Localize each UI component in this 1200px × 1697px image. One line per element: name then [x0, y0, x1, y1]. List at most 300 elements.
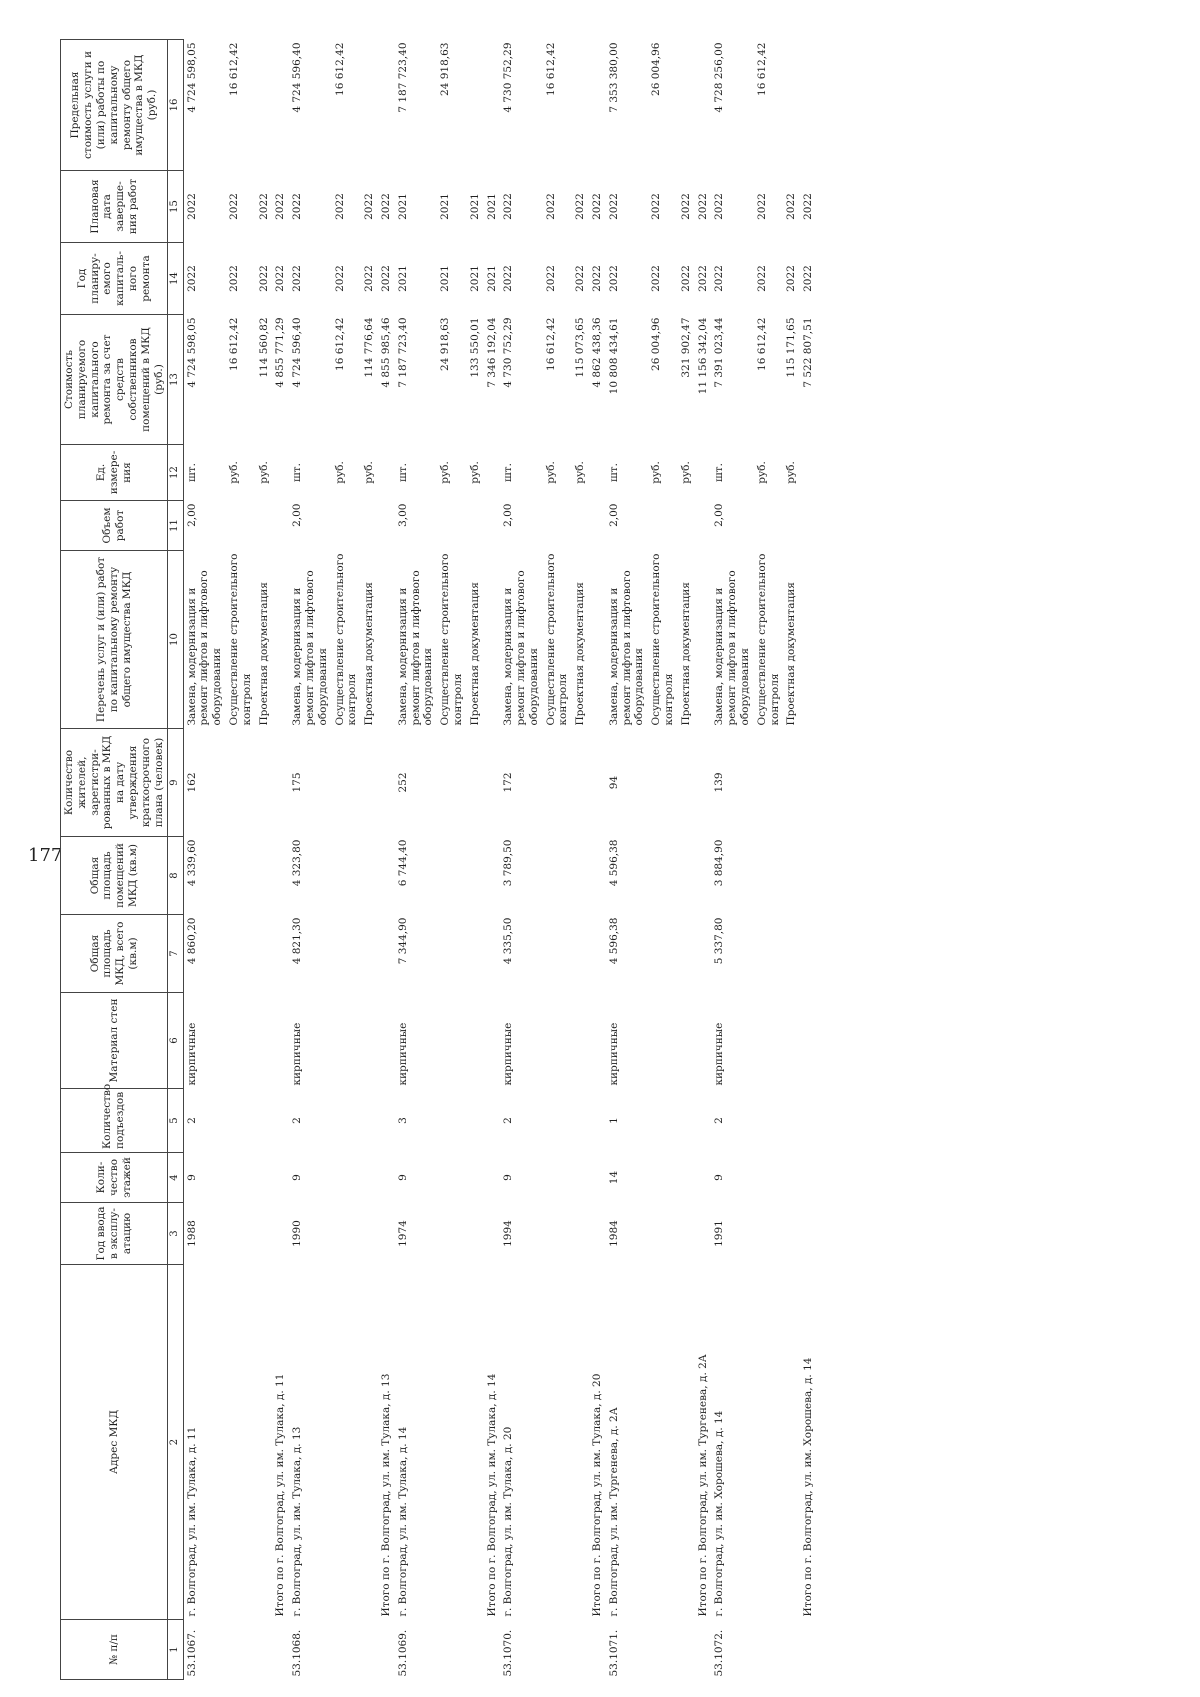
row-number [783, 1620, 800, 1680]
cost-cell: 16 612,42 [544, 317, 557, 371]
address-cell [467, 1265, 484, 1620]
repair-year-cell: 2022 [544, 265, 557, 292]
residents-cell [484, 729, 501, 837]
unit-cell: руб. [227, 461, 240, 484]
max-cost-cell [695, 40, 712, 171]
max-cost-cell: 4 728 256,00 [713, 42, 726, 113]
year-built-cell [543, 1203, 573, 1265]
cost-cell: 11 156 342,04 [696, 317, 709, 395]
cost-cell: 115 073,65 [574, 317, 587, 378]
year-built-cell [648, 1203, 678, 1265]
year-built-cell [484, 1203, 501, 1265]
year-built-cell: 1994 [502, 1220, 515, 1247]
completion-date-cell: 2022 [802, 193, 815, 220]
address-cell [437, 1265, 467, 1620]
year-built-cell: 1984 [607, 1220, 620, 1247]
work-volume-cell [467, 501, 484, 551]
work-volume-cell: 2,00 [502, 503, 515, 527]
floors-cell [467, 1153, 484, 1203]
year-built-cell [572, 1203, 589, 1265]
entrances-cell [467, 1089, 484, 1153]
total-area-cell [648, 915, 678, 993]
work-volume-cell: 2,00 [183, 501, 226, 551]
wall-material-cell [256, 993, 273, 1089]
repair-year-cell: 2021 [468, 265, 481, 292]
premises-area-cell [378, 837, 395, 915]
col-number: 2 [168, 1265, 183, 1620]
max-cost-cell: 24 918,63 [439, 42, 452, 96]
col-number: 3 [168, 1203, 183, 1265]
table-row [467, 40, 484, 1680]
residents-cell [378, 729, 395, 837]
work-volume-cell [332, 501, 362, 551]
repair-year-cell: 2022 [291, 265, 304, 292]
premises-area-cell [361, 837, 378, 915]
residents-cell [437, 729, 467, 837]
work-type-cell [484, 551, 501, 729]
cost-cell: 10 808 434,61 [607, 317, 620, 395]
completion-date-cell: 2022 [333, 193, 346, 220]
wall-material-cell [378, 993, 395, 1089]
floors-cell [800, 1153, 817, 1203]
repair-year-cell: 2022 [227, 265, 240, 292]
floors-cell: 9 [183, 1153, 226, 1203]
total-area-cell [361, 915, 378, 993]
address-cell: г. Волгоград, ул. им. Тургенева, д. 2А [607, 1407, 620, 1617]
row-number [484, 1620, 501, 1680]
premises-area-cell [648, 837, 678, 915]
residents-cell: 94 [607, 775, 620, 790]
repair-year-cell: 2022 [502, 265, 515, 292]
completion-date-cell: 2022 [591, 193, 604, 220]
unit-cell: руб. [468, 461, 481, 484]
address-cell [754, 1265, 784, 1620]
address-cell [783, 1265, 800, 1620]
entrances-cell: 2 [183, 1089, 226, 1153]
unit-cell: руб. [574, 461, 587, 484]
cost-cell: 4 862 438,36 [591, 317, 604, 388]
address-cell [572, 1265, 589, 1620]
work-type-cell: Замена, модернизация и ремонт лифтов и лифтового оборудования [502, 570, 540, 726]
repair-year-cell: 2022 [607, 265, 620, 292]
wall-material-cell [543, 993, 573, 1089]
floors-cell [783, 1153, 800, 1203]
wall-material-cell [800, 993, 817, 1089]
work-volume-cell: 2,00 [713, 503, 726, 527]
work-volume-cell [754, 501, 784, 551]
address-cell: г. Волгоград, ул. им. Тулака, д. 20 [502, 1426, 515, 1617]
repair-year-cell: 2021 [439, 265, 452, 292]
work-volume-cell [678, 501, 695, 551]
completion-date-cell: 2022 [574, 193, 587, 220]
work-volume-cell: 2,00 [291, 503, 304, 527]
cost-cell: 4 730 752,29 [502, 317, 515, 388]
address-cell: Итого по г. Волгоград, ул. им. Тургенева, д. 2А [696, 1354, 709, 1617]
max-cost-cell [256, 40, 273, 171]
row-number: 53.1070. [502, 1629, 515, 1677]
entrances-cell: 2 [502, 1117, 515, 1124]
total-area-cell [378, 915, 395, 993]
address-cell: Итого по г. Волгоград, ул. им. Тулака, д. 13 [379, 1373, 392, 1617]
row-number: 53.1071. [607, 1629, 620, 1677]
residents-cell [361, 729, 378, 837]
capital-repair-table [60, 39, 817, 1680]
year-built-cell: 1991 [713, 1220, 726, 1247]
work-type-cell [800, 551, 817, 729]
repair-year-cell: 2022 [274, 265, 287, 292]
total-area-cell [332, 915, 362, 993]
completion-date-cell: 2021 [439, 193, 452, 220]
row-number [678, 1620, 695, 1680]
cost-cell: 26 004,96 [650, 317, 663, 371]
max-cost-cell [783, 40, 800, 171]
wall-material-cell [572, 993, 589, 1089]
total-area-cell [437, 915, 467, 993]
address-cell: г. Волгоград, ул. им. Тулака, д. 14 [396, 1426, 409, 1617]
residents-cell: 172 [502, 772, 515, 793]
col-number: 7 [168, 915, 183, 993]
entrances-cell [226, 1089, 256, 1153]
year-built-cell: 1988 [183, 1203, 226, 1265]
work-type-cell: Осуществление строительного контроля [333, 553, 359, 726]
floors-cell [437, 1153, 467, 1203]
residents-cell [272, 729, 289, 837]
repair-year-cell: 2022 [785, 265, 798, 292]
max-cost-cell [467, 40, 484, 171]
cost-cell: 114 776,64 [363, 317, 376, 378]
residents-cell [800, 729, 817, 837]
row-number [589, 1620, 606, 1680]
premises-area-cell: 4 596,38 [607, 839, 620, 887]
year-built-cell [678, 1203, 695, 1265]
col-header: Материал стен [61, 993, 168, 1089]
unit-cell: шт. [291, 463, 304, 482]
total-row [800, 40, 817, 1680]
max-cost-cell [484, 40, 501, 171]
premises-area-cell: 3 884,90 [713, 839, 726, 887]
work-type-cell: Осуществление строительного контроля [755, 553, 781, 726]
residents-cell [695, 729, 712, 837]
residents-cell [754, 729, 784, 837]
col-number: 15 [168, 171, 183, 243]
col-number: 10 [168, 551, 183, 729]
premises-area-cell [467, 837, 484, 915]
floors-cell [589, 1153, 606, 1203]
work-volume-cell [378, 501, 395, 551]
work-volume-cell [226, 501, 256, 551]
work-type-cell: Осуществление строительного контроля [439, 553, 464, 726]
entrances-cell [332, 1089, 362, 1153]
address-cell: Итого по г. Волгоград, ул. им. Хорошева, д. 14 [802, 1357, 815, 1617]
work-volume-cell: 2,00 [607, 503, 620, 527]
floors-cell: 9 [291, 1174, 304, 1181]
wall-material-cell: кирпичные [607, 1022, 620, 1086]
entrances-cell [543, 1089, 573, 1153]
max-cost-cell: 7 187 723,40 [396, 42, 409, 113]
unit-cell: руб. [679, 461, 692, 484]
row-number: 53.1069. [396, 1629, 409, 1677]
floors-cell: 9 [502, 1174, 515, 1181]
premises-area-cell [572, 837, 589, 915]
unit-cell: шт. [502, 463, 515, 482]
residents-cell: 175 [291, 772, 304, 793]
completion-date-cell: 2022 [379, 193, 392, 220]
unit-cell [272, 445, 289, 501]
max-cost-cell: 16 612,42 [544, 42, 557, 96]
work-volume-cell [484, 501, 501, 551]
col-number: 14 [168, 243, 183, 315]
col-header: Общая площадь помещений МКД (кв.м) [61, 837, 168, 915]
col-number: 12 [168, 445, 183, 501]
work-type-cell: Осуществление строительного контроля [227, 553, 253, 726]
repair-year-cell: 2022 [257, 265, 270, 292]
wall-material-cell [678, 993, 695, 1089]
completion-date-cell: 2022 [544, 193, 557, 220]
work-type-cell: Проектная документация [785, 582, 798, 726]
work-volume-cell [361, 501, 378, 551]
floors-cell [695, 1153, 712, 1203]
address-cell [678, 1265, 695, 1620]
entrances-cell [572, 1089, 589, 1153]
floors-cell: 14 [607, 1170, 620, 1185]
entrances-cell [695, 1089, 712, 1153]
floors-cell [272, 1153, 289, 1203]
col-number: 9 [168, 729, 183, 837]
wall-material-cell [467, 993, 484, 1089]
row-number [437, 1620, 467, 1680]
cost-cell: 7 391 023,44 [713, 317, 726, 388]
total-area-cell [589, 915, 606, 993]
entrances-cell [256, 1089, 273, 1153]
premises-area-cell [332, 837, 362, 915]
completion-date-cell: 2021 [468, 193, 481, 220]
work-volume-cell [783, 501, 800, 551]
floors-cell: 9 [396, 1174, 409, 1181]
entrances-cell [484, 1089, 501, 1153]
table-row [332, 40, 362, 1680]
total-area-cell [543, 915, 573, 993]
max-cost-cell: 16 612,42 [227, 42, 240, 96]
row-number [361, 1620, 378, 1680]
work-type-cell: Проектная документация [468, 582, 481, 726]
residents-cell [589, 729, 606, 837]
total-area-cell: 4 335,50 [502, 917, 515, 965]
table-row [711, 40, 753, 1680]
col-number: 16 [168, 40, 183, 171]
work-volume-cell [256, 501, 273, 551]
year-built-cell: 1974 [396, 1220, 409, 1247]
table-row [437, 40, 467, 1680]
unit-cell [484, 445, 501, 501]
repair-year-cell: 2022 [574, 265, 587, 292]
col-header: Перечень услуг и (или) работ по капитальному ремонту общего имущества МКД [61, 551, 168, 729]
cost-cell: 114 560,82 [257, 317, 270, 378]
year-built-cell [256, 1203, 273, 1265]
completion-date-cell: 2022 [679, 193, 692, 220]
page-number: 177 [28, 845, 63, 866]
residents-cell [226, 729, 256, 837]
year-built-cell [467, 1203, 484, 1265]
residents-cell [678, 729, 695, 837]
wall-material-cell [332, 993, 362, 1089]
unit-cell: руб. [363, 461, 376, 484]
completion-date-cell: 2022 [227, 193, 240, 220]
address-cell [648, 1265, 678, 1620]
completion-date-cell: 2022 [502, 193, 515, 220]
entrances-cell [800, 1089, 817, 1153]
floors-cell [572, 1153, 589, 1203]
residents-cell [543, 729, 573, 837]
max-cost-cell: 4 724 598,05 [183, 40, 226, 171]
premises-area-cell [272, 837, 289, 915]
entrances-cell [754, 1089, 784, 1153]
floors-cell [754, 1153, 784, 1203]
cost-cell: 4 724 596,40 [291, 317, 304, 388]
premises-area-cell [695, 837, 712, 915]
total-area-cell [256, 915, 273, 993]
entrances-cell: 3 [396, 1117, 409, 1124]
premises-area-cell: 6 744,40 [396, 839, 409, 887]
year-built-cell [783, 1203, 800, 1265]
col-header: № п/п [61, 1620, 168, 1680]
unit-cell: руб. [439, 461, 452, 484]
work-volume-cell [648, 501, 678, 551]
address-cell [256, 1265, 273, 1620]
column-number-row [168, 40, 183, 1680]
unit-cell: шт. [183, 445, 226, 501]
year-built-cell [437, 1203, 467, 1265]
row-number [572, 1620, 589, 1680]
work-type-cell: Проектная документация [257, 582, 270, 726]
premises-area-cell [589, 837, 606, 915]
unit-cell [695, 445, 712, 501]
total-area-cell: 4 860,20 [183, 915, 226, 993]
table-row [500, 40, 542, 1680]
col-number: 4 [168, 1153, 183, 1203]
entrances-cell [378, 1089, 395, 1153]
row-number [648, 1620, 678, 1680]
unit-cell: руб. [333, 461, 346, 484]
col-header: Коли-чество этажей [61, 1153, 168, 1203]
row-number [800, 1620, 817, 1680]
work-type-cell: Проектная документация [363, 582, 376, 726]
entrances-cell [783, 1089, 800, 1153]
floors-cell [256, 1153, 273, 1203]
total-area-cell: 7 344,90 [396, 917, 409, 965]
max-cost-cell: 16 612,42 [333, 42, 346, 96]
repair-year-cell: 2021 [485, 265, 498, 292]
total-area-cell [754, 915, 784, 993]
row-number [256, 1620, 273, 1680]
address-cell [543, 1265, 573, 1620]
table-row [256, 40, 273, 1680]
work-volume-cell: 3,00 [396, 503, 409, 527]
wall-material-cell [589, 993, 606, 1089]
cost-cell: 321 902,47 [679, 317, 692, 378]
total-area-cell [695, 915, 712, 993]
residents-cell [572, 729, 589, 837]
col-number: 13 [168, 315, 183, 445]
entrances-cell [361, 1089, 378, 1153]
entrances-cell: 2 [713, 1117, 726, 1124]
completion-date-cell: 2022 [713, 193, 726, 220]
total-row [484, 40, 501, 1680]
unit-cell: руб. [785, 461, 798, 484]
table-row [361, 40, 378, 1680]
total-area-cell [226, 915, 256, 993]
address-cell: г. Волгоград, ул. им. Тулака, д. 11 [183, 1265, 226, 1620]
max-cost-cell [589, 40, 606, 171]
residents-cell [783, 729, 800, 837]
max-cost-cell [361, 40, 378, 171]
total-area-cell: 4 596,38 [607, 917, 620, 965]
completion-date-cell: 2022 [785, 193, 798, 220]
floors-cell [543, 1153, 573, 1203]
address-cell: г. Волгоград, ул. им. Тулака, д. 13 [291, 1426, 304, 1617]
repair-year-cell: 2022 [650, 265, 663, 292]
col-header: Стоимость планируемого капитального ремонта за счет средств собственников помещений в МКД (руб.) [61, 315, 168, 445]
rotated-page [60, 40, 1200, 1680]
year-built-cell [226, 1203, 256, 1265]
repair-year-cell: 2022 [591, 265, 604, 292]
total-area-cell: 4 821,30 [291, 917, 304, 965]
cost-cell: 4 855 985,46 [379, 317, 392, 388]
total-row [378, 40, 395, 1680]
unit-cell [800, 445, 817, 501]
max-cost-cell: 26 004,96 [650, 42, 663, 96]
address-cell [332, 1265, 362, 1620]
completion-date-cell: 2022 [274, 193, 287, 220]
work-type-cell: Замена, модернизация и ремонт лифтов и лифтового оборудования [291, 570, 329, 726]
col-header: Ед. измере-ния [61, 445, 168, 501]
total-area-cell [484, 915, 501, 993]
address-cell: Итого по г. Волгоград, ул. им. Тулака, д. 14 [485, 1373, 498, 1617]
work-type-cell: Замена, модернизация и ремонт лифтов и лифтового оборудования [396, 570, 435, 726]
repair-year-cell: 2022 [713, 265, 726, 292]
floors-cell [378, 1153, 395, 1203]
residents-cell [648, 729, 678, 837]
entrances-cell [648, 1089, 678, 1153]
unit-cell: руб. [650, 461, 663, 484]
wall-material-cell [695, 993, 712, 1089]
address-cell: Итого по г. Волгоград, ул. им. Тулака, д. 20 [591, 1373, 604, 1617]
cost-cell: 24 918,63 [439, 317, 452, 371]
work-volume-cell [272, 501, 289, 551]
wall-material-cell: кирпичные [396, 1022, 409, 1086]
residents-cell: 139 [713, 772, 726, 793]
total-row [272, 40, 289, 1680]
table-row [183, 40, 226, 1680]
max-cost-cell: 4 724 596,40 [291, 42, 304, 113]
max-cost-cell: 7 353 380,00 [607, 42, 620, 113]
unit-cell: руб. [544, 461, 557, 484]
work-volume-cell [437, 501, 467, 551]
completion-date-cell: 2022 [650, 193, 663, 220]
completion-date-cell: 2021 [396, 193, 409, 220]
premises-area-cell [678, 837, 695, 915]
residents-cell: 162 [183, 729, 226, 837]
work-volume-cell [695, 501, 712, 551]
floors-cell [332, 1153, 362, 1203]
work-type-cell: Замена, модернизация и ремонт лифтов и лифтового оборудования [607, 570, 646, 726]
year-built-cell [589, 1203, 606, 1265]
max-cost-cell [800, 40, 817, 171]
address-cell: Итого по г. Волгоград, ул. им. Тулака, д. 11 [274, 1373, 287, 1617]
row-number [543, 1620, 573, 1680]
residents-cell: 252 [396, 772, 409, 793]
table-row [678, 40, 695, 1680]
wall-material-cell [226, 993, 256, 1089]
